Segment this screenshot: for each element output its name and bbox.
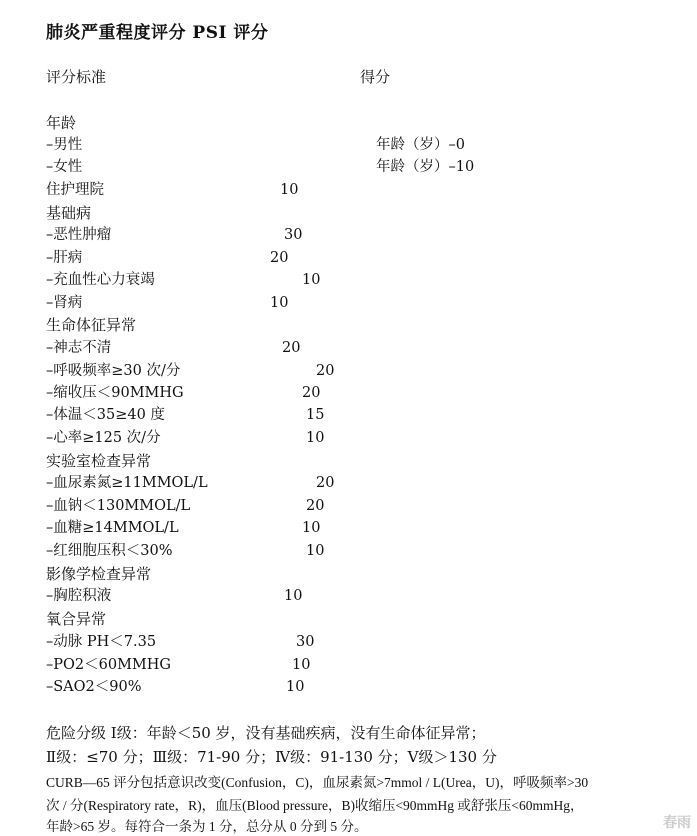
- criterion-label: –体温＜35≥40 度: [46, 407, 165, 423]
- criterion-label: –缩收压＜90MMHG: [46, 385, 184, 401]
- criterion-label: 实验室检查异常: [46, 452, 152, 470]
- risk-grade-line-1: 危险分级 Ⅰ级：年龄＜50 岁，没有基础疾病，没有生命体征异常；: [46, 724, 486, 742]
- score-value: 10: [302, 272, 321, 288]
- score-value: 30: [284, 227, 303, 243]
- criterion-label: –血尿素氮≥11MMOL/L: [46, 475, 208, 491]
- criterion-label: 住护理院: [46, 182, 104, 198]
- score-value: 年龄（岁）–0: [376, 137, 465, 153]
- score-value: 10: [284, 588, 303, 604]
- score-value: 20: [316, 475, 335, 491]
- criterion-label: –胸腔积液: [46, 588, 112, 604]
- curb65-line-1: CURB—65 评分包括意识改变(Confusion，C)，血尿素氮>7mmol / L(Urea，U)，呼吸频率>30: [46, 775, 589, 790]
- criterion-label: –肾病: [46, 295, 83, 311]
- score-value: 30: [296, 634, 315, 650]
- score-value: 20: [302, 385, 321, 401]
- score-value: 20: [270, 250, 289, 266]
- criterion-label: 影像学检查异常: [46, 565, 152, 583]
- score-value: 20: [306, 498, 325, 514]
- curb65-line-3: 年龄>65 岁。每符合一条为 1 分，总分从 0 分到 5 分。: [46, 819, 368, 834]
- criterion-label: –男性: [46, 137, 83, 153]
- score-value: 10: [292, 657, 311, 673]
- criterion-label: –恶性肿瘤: [46, 227, 112, 243]
- criterion-label: 基础病: [46, 204, 92, 222]
- criterion-label: 氧合异常: [46, 610, 107, 628]
- criterion-label: –女性: [46, 159, 83, 175]
- score-header: 得分: [360, 68, 391, 86]
- criterion-label: –动脉 PH＜7.35: [46, 634, 157, 650]
- criterion-label: –充血性心力衰竭: [46, 272, 155, 288]
- score-value: 10: [286, 679, 305, 695]
- criterion-label: –心率≥125 次/分: [46, 430, 161, 446]
- criterion-label: 生命体征异常: [46, 316, 137, 334]
- score-value: 10: [270, 295, 289, 311]
- criterion-label: –血糖≥14MMOL/L: [46, 520, 179, 536]
- score-value: 20: [316, 363, 335, 379]
- curb65-line-2: 次 / 分(Respiratory rate，R)，血压(Blood pressure，B)收缩压<90mmHg 或舒张压<60mmHg，: [46, 798, 584, 813]
- score-value: 10: [306, 430, 325, 446]
- watermark-logo: [663, 812, 691, 832]
- criterion-label: –PO2＜60MMHG: [46, 657, 171, 673]
- criterion-label: –红细胞压积＜30%: [46, 543, 173, 559]
- score-value: 10: [306, 543, 325, 559]
- criterion-label: –肝病: [46, 250, 83, 266]
- criterion-label: –血钠＜130MMOL/L: [46, 498, 191, 514]
- risk-grade-line-2: Ⅱ级：≤70 分；Ⅲ级：71-90 分；Ⅳ级：91-130 分；Ⅴ级＞130 分: [46, 748, 497, 766]
- criterion-label: –SAO2＜90%: [46, 679, 142, 695]
- score-value: 年龄（岁）–10: [376, 159, 475, 175]
- criterion-label: 年龄: [46, 114, 77, 132]
- watermark-text: 春雨: [663, 815, 691, 831]
- score-value: 10: [280, 182, 299, 198]
- criterion-label: –呼吸频率≥30 次/分: [46, 363, 181, 379]
- score-value: 10: [302, 520, 321, 536]
- score-value: 15: [306, 407, 325, 423]
- criterion-label: –神志不清: [46, 340, 112, 356]
- score-value: 20: [282, 340, 301, 356]
- criteria-header: 评分标准: [46, 68, 107, 86]
- page-title: 肺炎严重程度评分 PSI 评分: [46, 23, 269, 43]
